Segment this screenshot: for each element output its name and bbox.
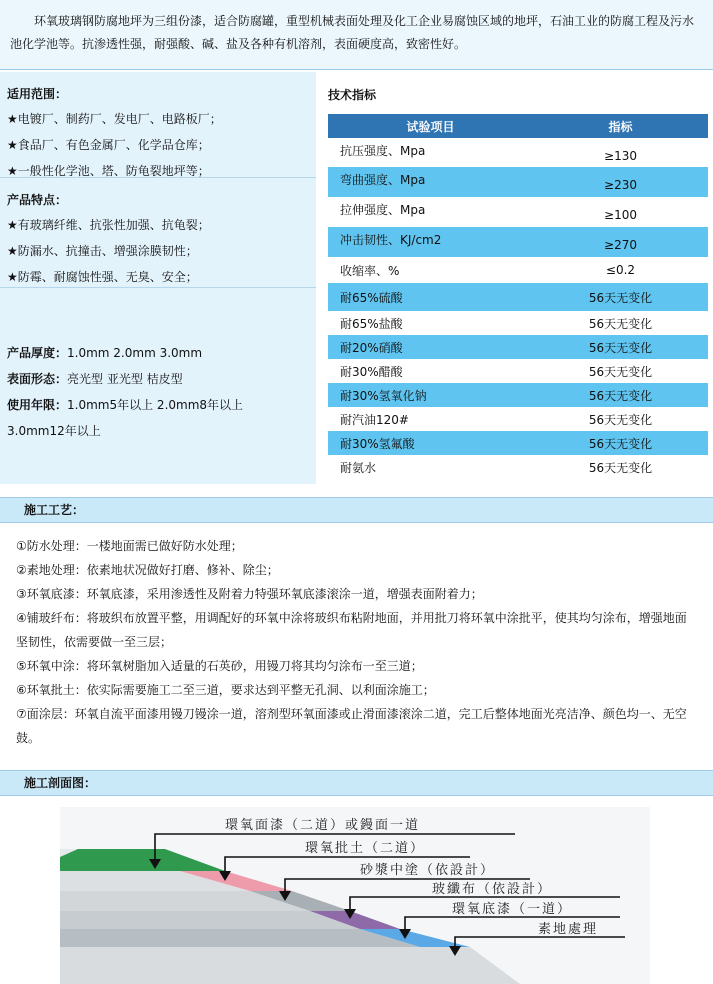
life-line [7, 392, 303, 444]
tech-header-item: 试验项目 [328, 114, 533, 138]
row-item: 耐30%醋酸 [328, 359, 533, 383]
application-item: ★一般性化学池、塔、防龟裂地坪等； [7, 164, 210, 178]
row-value: ≥100 [533, 197, 708, 227]
row-item: 弯曲强度、Mpa [328, 167, 533, 197]
label-primer: 環氧底漆（一道） [452, 902, 573, 917]
thickness-line [7, 340, 316, 366]
table-row [328, 167, 708, 197]
layer-primer-side [60, 929, 420, 947]
application-heading: 适用范围： [7, 87, 68, 101]
table-row [328, 431, 708, 455]
spec-box [0, 288, 316, 484]
tech-title: 技术指标 [328, 88, 377, 102]
features-item: ★防霉、耐腐蚀性强、无臭、安全； [7, 270, 198, 284]
row-item: 耐30%氢氟酸 [328, 431, 533, 455]
row-value: 56天无变化 [533, 455, 708, 479]
tech-table [328, 114, 708, 479]
application-item: ★电镀厂、制药厂、发电厂、电路板厂； [7, 112, 222, 126]
section-title: 施工剖面图： [0, 770, 713, 796]
row-value: ≥270 [533, 227, 708, 257]
process-step: ③环氧底漆：环氧底漆，采用渗透性及附着力特强环氧底漆滚涂一道，增强表面附着力； [16, 587, 483, 601]
thickness-value: 1.0mm 2.0mm 3.0mm [67, 346, 203, 360]
table-row [328, 311, 708, 335]
table-row [328, 335, 708, 359]
intro-panel [0, 0, 713, 70]
label-fiberglass: 玻纖布（依設計） [432, 882, 553, 897]
intro-text: 环氧玻璃钢防腐地坪为三组份漆，适合防腐罐，重型机械表面处理及化工企业易腐蚀区域的地坪，石油工业的防腐工程及污水池化学池等。抗渗透性强，耐强酸、碱、盐及各种有机溶剂，表面硬度高，致密性好。 [10, 14, 695, 51]
process-step: ④铺玻纤布：将玻织布放置平整，用调配好的环氧中涂将玻织布粘附地面，并用批刀将环氧中涂批平，使其均匀涂布，增强地面坚韧性，依需要做一至三层； [16, 611, 687, 649]
features-heading: 产品特点： [7, 193, 68, 207]
row-value: 56天无变化 [533, 311, 708, 335]
process-step: ⑦面涂层：环氧自流平面漆用镘刀镘涂一道，溶剂型环氧面漆或止滑面漆滚涂二道，完工后整体地面光亮洁净、颜色均一、无空鼓。 [16, 707, 687, 745]
row-item: 耐65%盐酸 [328, 311, 533, 335]
row-item: 冲击韧性、KJ/cm2 [328, 227, 533, 257]
table-row [328, 383, 708, 407]
row-item: 耐65%硫酸 [328, 283, 533, 311]
application-item: ★食品厂、有色金属厂、化学品仓库； [7, 138, 210, 152]
left-info-column [0, 72, 316, 484]
life-label: 使用年限： [7, 398, 68, 412]
surface-label: 表面形态： [7, 372, 68, 386]
tech-header-row [328, 114, 708, 138]
tech-header-value: 指标 [533, 114, 708, 138]
row-value: ≤0.2 [533, 257, 708, 283]
row-value: 56天无变化 [533, 335, 708, 359]
table-row [328, 257, 708, 283]
thickness-label: 产品厚度： [7, 346, 68, 360]
row-value: 56天无变化 [533, 359, 708, 383]
table-row [328, 407, 708, 431]
features-item: ★防漏水、抗撞击、增强涂膜韧性； [7, 244, 198, 258]
process-steps [16, 534, 696, 750]
row-item: 耐30%氢氧化钠 [328, 383, 533, 407]
label-substrate: 素地處理 [538, 922, 599, 937]
features-item: ★有玻璃纤维、抗张性加强、抗龟裂； [7, 218, 210, 232]
features-box [0, 178, 316, 288]
row-value: 56天无变化 [533, 431, 708, 455]
surface-value: 亮光型 亚光型 桔皮型 [67, 372, 183, 386]
row-item: 耐汽油120# [328, 407, 533, 431]
application-box [0, 72, 316, 178]
row-item: 收缩率、% [328, 257, 533, 283]
label-mortar: 砂漿中塗（依設計） [360, 863, 496, 878]
label-topcoat: 環氧面漆（二道）或鏝面一道 [225, 818, 421, 833]
process-title: 施工工艺： [0, 497, 713, 523]
row-value: 56天无变化 [533, 383, 708, 407]
tech-panel [316, 72, 713, 484]
row-value: 56天无变化 [533, 283, 708, 311]
row-item: 拉伸强度、Mpa [328, 197, 533, 227]
row-item: 耐20%硝酸 [328, 335, 533, 359]
process-step: ⑤环氧中涂：将环氧树脂加入适量的石英砂，用镘刀将其均匀涂布一至三道； [16, 659, 423, 673]
row-value: ≥230 [533, 167, 708, 197]
row-item: 耐氨水 [328, 455, 533, 479]
layer-substrate [60, 947, 520, 984]
table-row [328, 359, 708, 383]
table-row [328, 283, 708, 311]
table-row [328, 138, 708, 167]
process-step: ②素地处理：依素地状况做好打磨、修补、除尘； [16, 563, 279, 577]
layer-fiberglass-side [60, 911, 360, 929]
table-row [328, 227, 708, 257]
row-item: 抗压强度、Mpa [328, 138, 533, 167]
table-row [328, 455, 708, 479]
row-value: ≥130 [533, 138, 708, 167]
process-step: ①防水处理：一楼地面需已做好防水处理； [16, 539, 243, 553]
cross-section-diagram [60, 807, 650, 984]
process-step: ⑥环氧批土：依实际需要施工二至三道，要求达到平整无孔洞、以利面涂施工； [16, 683, 435, 697]
life-value: 1.0mm5年以上 2.0mm8年以上 3.0mm12年以上 [7, 398, 244, 438]
label-putty: 環氧批土（二道） [305, 841, 426, 856]
surface-line [7, 366, 316, 392]
table-row [328, 197, 708, 227]
row-value: 56天无变化 [533, 407, 708, 431]
